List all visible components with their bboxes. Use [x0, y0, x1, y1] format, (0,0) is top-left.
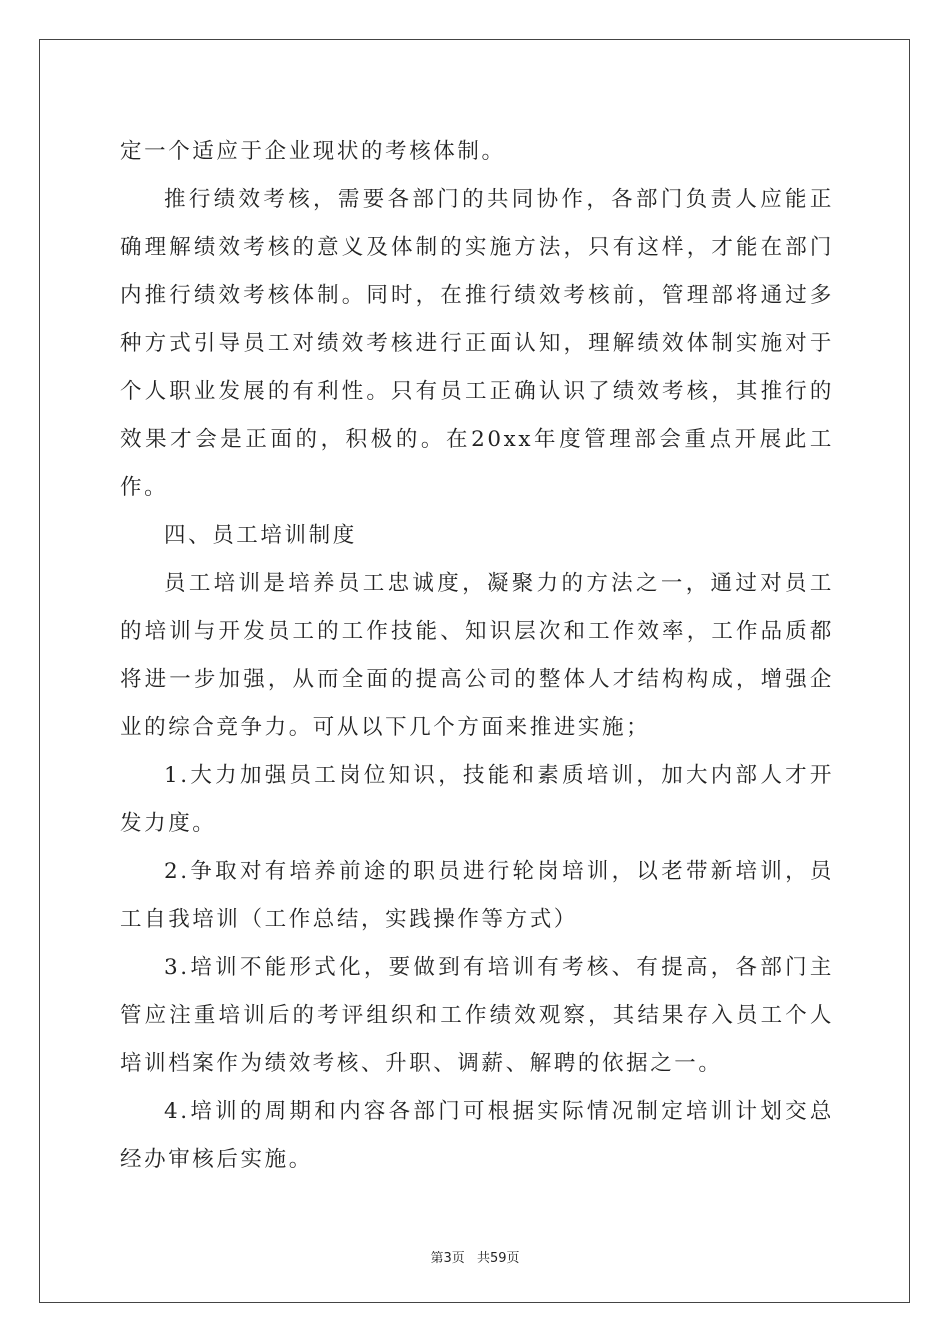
- page-footer: [0, 1247, 950, 1266]
- section-heading: 四、员工培训制度: [164, 523, 357, 548]
- list-item: 3.培训不能形式化，要做到有培训有考核、有提高，各部门主管应注重培训后的考评组织和工作绩效观察，其结果存入员工个人培训档案作为绩效考核、升职、调薪、解聘的依据之一。: [120, 955, 834, 1076]
- paragraph: 定一个适应于企业现状的考核体制。: [120, 139, 506, 164]
- document-body: [120, 128, 834, 1184]
- page-number: 第3页: [430, 1251, 465, 1266]
- list-item: 1.大力加强员工岗位知识，技能和素质培训，加大内部人才开发力度。: [120, 763, 834, 836]
- page-total: 共59页: [476, 1251, 520, 1266]
- paragraph: 推行绩效考核，需要各部门的共同协作，各部门负责人应能正确理解绩效考核的意义及体制的实施方法，只有这样，才能在部门内推行绩效考核体制。同时，在推行绩效考核前，管理部将通过多种方式引导员工对绩效考核进行正面认知，理解绩效体制实施对于个人职业发展的有利性。只有员工正确认识了绩效考核，其推行的效果才会是正面的，积极的。在20xx年度管理部会重点开展此工作。: [120, 187, 834, 500]
- list-item: 2.争取对有培养前途的职员进行轮岗培训，以老带新培训，员工自我培训（工作总结，实践操作等方式）: [120, 859, 834, 932]
- list-item: 4.培训的周期和内容各部门可根据实际情况制定培训计划交总经办审核后实施。: [120, 1099, 834, 1172]
- paragraph: 员工培训是培养员工忠诚度，凝聚力的方法之一，通过对员工的培训与开发员工的工作技能、知识层次和工作效率，工作品质都将进一步加强，从而全面的提高公司的整体人才结构构成，增强企业的综合竞争力。可从以下几个方面来推进实施；: [120, 571, 834, 740]
